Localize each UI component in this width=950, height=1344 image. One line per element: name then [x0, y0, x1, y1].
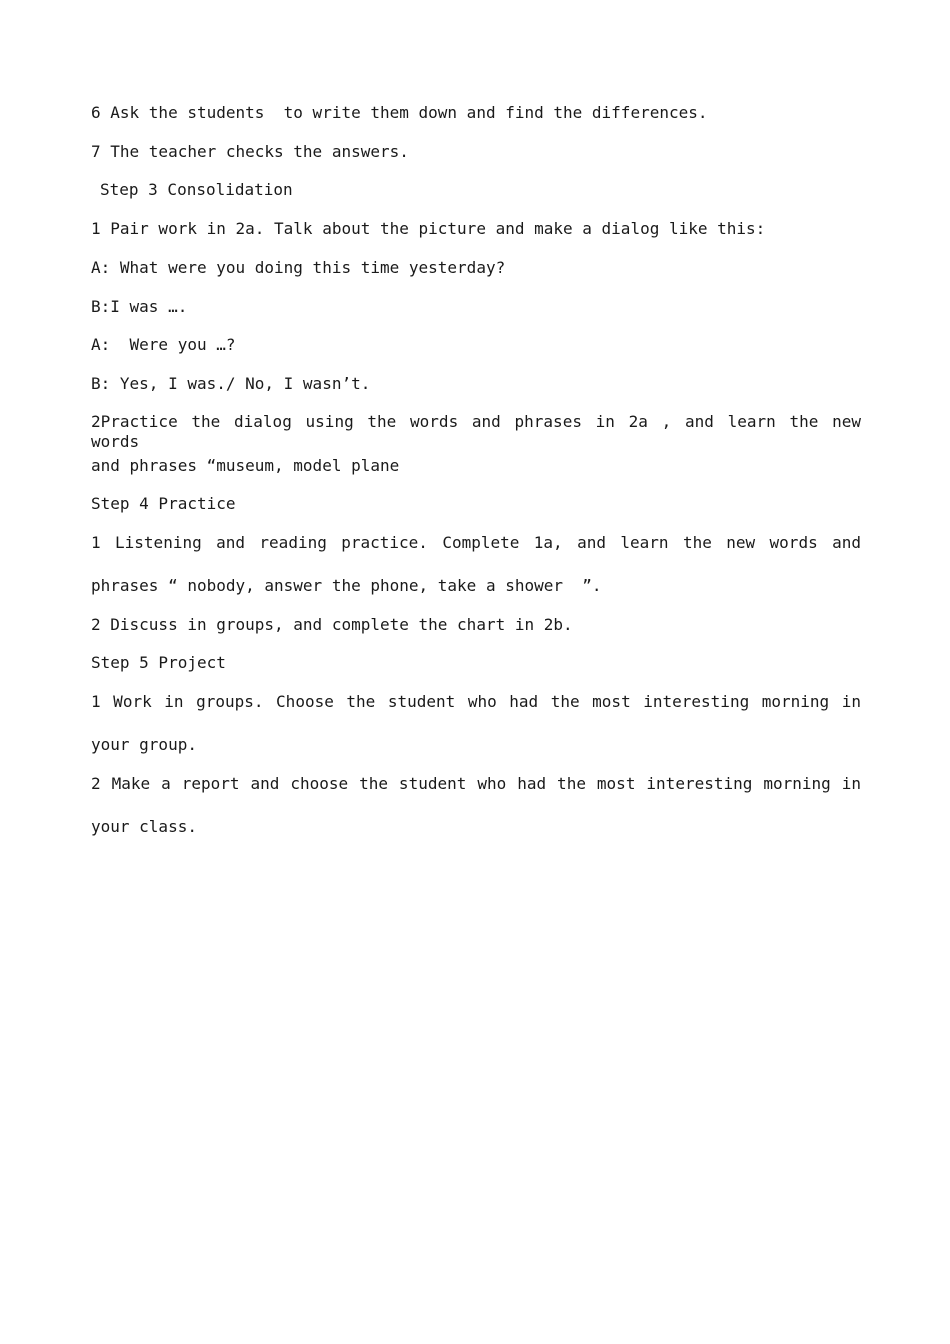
- text-line: your class.: [91, 817, 197, 836]
- text-line: 1 Listening and reading practice. Complete 1a, and learn the new words and: [91, 533, 861, 552]
- text-line: your group.: [91, 735, 197, 754]
- text-line: 2 Discuss in groups, and complete the chart in 2b.: [91, 615, 573, 634]
- text-line: 6 Ask the students to write them down and find the differences.: [91, 103, 708, 122]
- section-heading: Step 5 Project: [91, 653, 226, 672]
- dialog-line: A: Were you …?: [91, 335, 236, 354]
- text-line: 2 Make a report and choose the student who had the most interesting morning in: [91, 774, 861, 793]
- text-line: 2Practice the dialog using the words and phrases in 2a , and learn the new words: [91, 412, 861, 451]
- text-line: 1 Pair work in 2a. Talk about the picture and make a dialog like this:: [91, 219, 766, 238]
- text-line: and phrases “museum, model plane: [91, 456, 400, 475]
- section-heading: Step 3 Consolidation: [100, 180, 293, 199]
- dialog-line: B:I was ….: [91, 297, 188, 316]
- text-line: 1 Work in groups. Choose the student who had the most interesting morning in: [91, 692, 861, 711]
- text-line: 7 The teacher checks the answers.: [91, 142, 409, 161]
- dialog-line: B: Yes, I was./ No, I wasn’t.: [91, 374, 371, 393]
- dialog-line: A: What were you doing this time yesterday?: [91, 258, 506, 277]
- text-line: phrases “ nobody, answer the phone, take a shower ”.: [91, 576, 602, 595]
- section-heading: Step 4 Practice: [91, 494, 236, 513]
